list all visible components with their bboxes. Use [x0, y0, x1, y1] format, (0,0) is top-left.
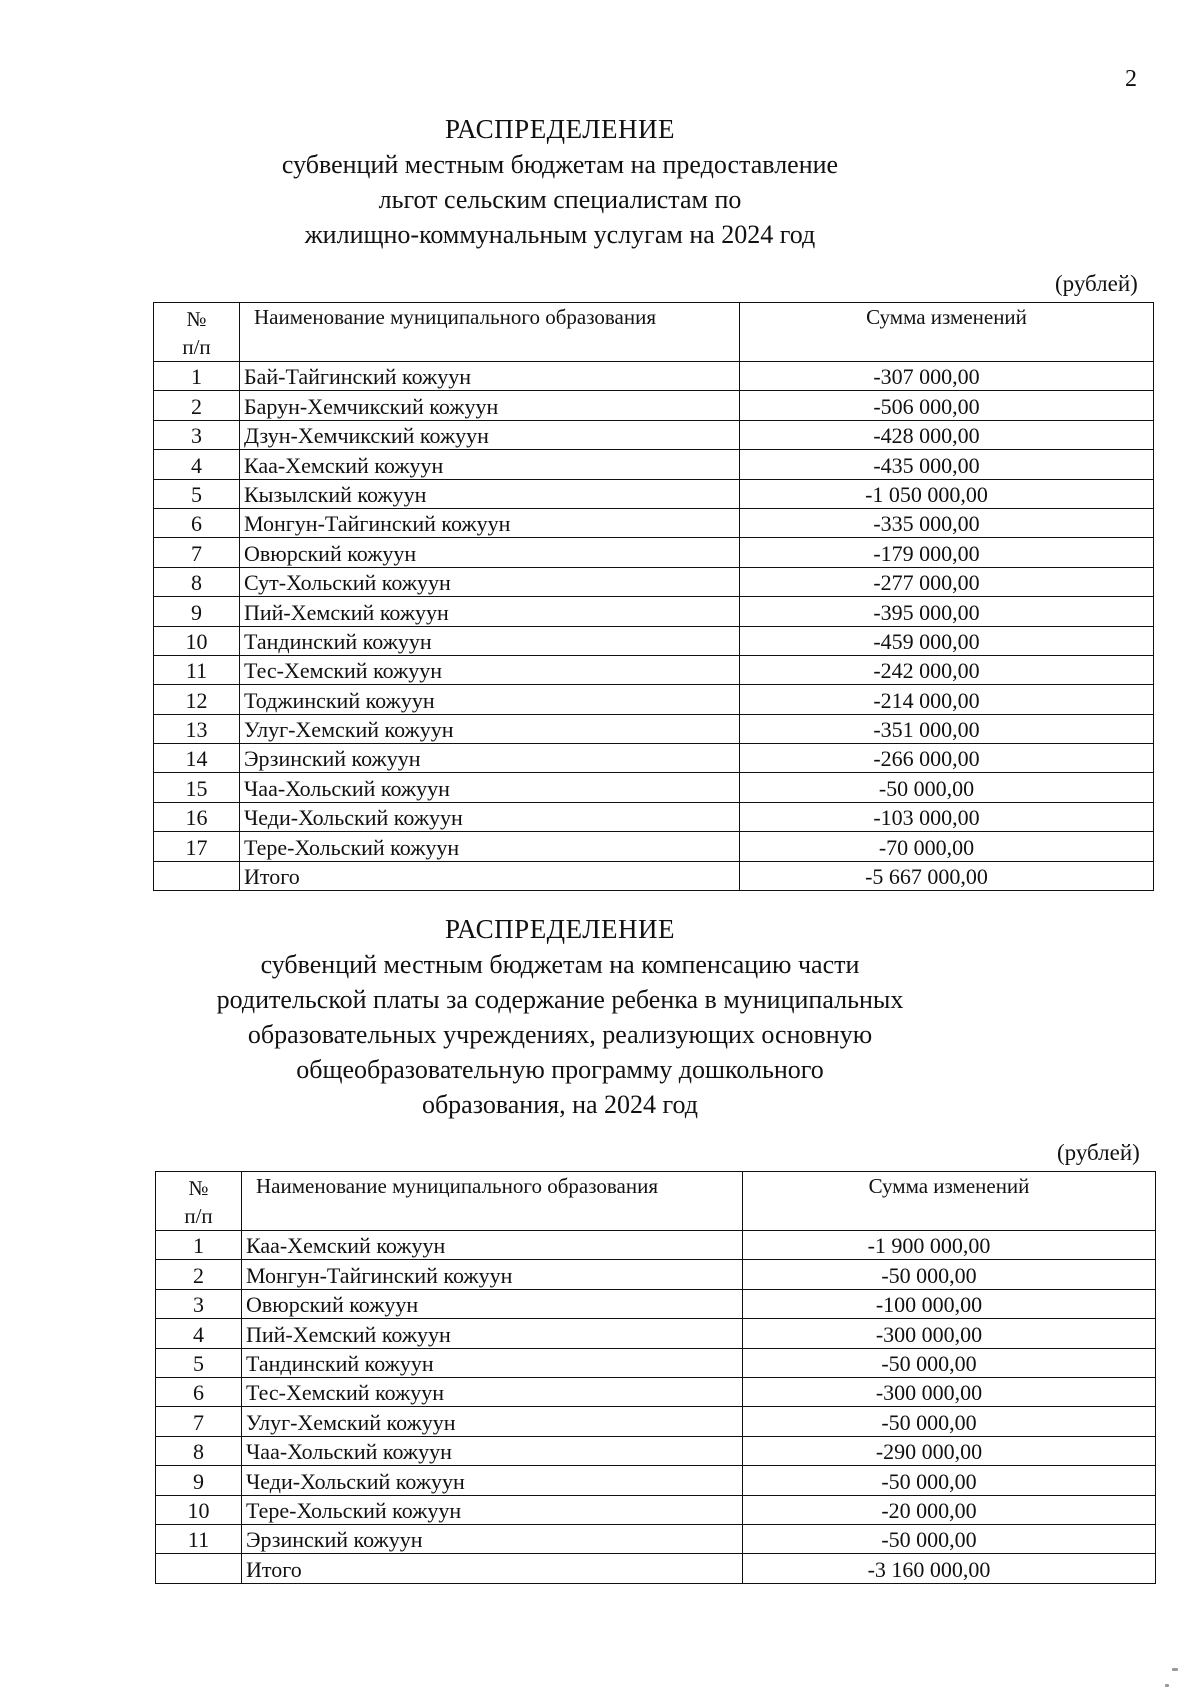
row-number-cell: 3: [156, 1289, 242, 1318]
row-number-cell: 5: [154, 479, 240, 508]
sum-cell: -1 900 000,00: [743, 1231, 1156, 1260]
section2-table-body: [156, 1231, 1156, 1584]
row-number-cell: 11: [156, 1524, 242, 1553]
row-number-cell: 9: [156, 1466, 242, 1495]
table-row: [154, 567, 1154, 596]
table-row: [154, 832, 1154, 861]
table-row: [154, 802, 1154, 831]
scan-speck: [1172, 1668, 1178, 1671]
section2-subtitle-line: образования, на 2024 год: [421, 1090, 699, 1119]
section1-table-body: [154, 362, 1154, 891]
section2-subtitle-line: общеобразовательную программу дошкольного: [296, 1055, 824, 1084]
municipality-name-cell: Монгун-Тайгинский кожуун: [242, 1260, 743, 1289]
municipality-name-cell: Монгун-Тайгинский кожуун: [240, 508, 740, 537]
table-row: [154, 420, 1154, 449]
num-column-header: № п/п: [154, 303, 240, 362]
table-row: [154, 362, 1154, 391]
section1-subtitle-line: льгот сельским специалистам по: [378, 185, 742, 214]
table-row: [154, 538, 1154, 567]
municipality-name-cell: Пий-Хемский кожуун: [242, 1319, 743, 1348]
municipality-name-cell: Барун-Хемчикский кожуун: [240, 391, 740, 420]
municipality-name-cell: Кызылский кожуун: [240, 479, 740, 508]
sum-cell: -50 000,00: [743, 1348, 1156, 1377]
section2-title: [200, 912, 920, 1122]
row-number-cell: 5: [156, 1348, 242, 1377]
section2-subtitle-line: образовательных учреждениях, реализующих основную: [247, 1020, 873, 1049]
name-column-header: Наименование муниципального образования: [242, 1172, 743, 1231]
sum-cell: -435 000,00: [740, 450, 1154, 479]
name-column-header: Наименование муниципального образования: [240, 303, 740, 362]
municipality-name-cell: Тандинский кожуун: [240, 626, 740, 655]
table-row: [154, 773, 1154, 802]
municipality-name-cell: Тере-Хольский кожуун: [242, 1495, 743, 1524]
section1-subtitle-line: субвенций местным бюджетам на предоставление: [281, 150, 839, 179]
sum-cell: -277 000,00: [740, 567, 1154, 596]
municipality-name-cell: Тере-Хольский кожуун: [240, 832, 740, 861]
table-row: [154, 626, 1154, 655]
sum-cell: -179 000,00: [740, 538, 1154, 567]
table-header-row: [154, 303, 1154, 362]
table-row: [156, 1524, 1156, 1553]
row-number-cell: 4: [154, 450, 240, 479]
section2-table: [155, 1171, 1156, 1584]
sum-cell: -351 000,00: [740, 714, 1154, 743]
sum-cell: -50 000,00: [743, 1524, 1156, 1553]
sum-cell: -50 000,00: [743, 1466, 1156, 1495]
sum-cell: -459 000,00: [740, 626, 1154, 655]
municipality-name-cell: Сут-Хольский кожуун: [240, 567, 740, 596]
municipality-name-cell: Чаа-Хольский кожуун: [242, 1436, 743, 1465]
section2-unit: (рублей): [1057, 1140, 1140, 1165]
row-number-cell: 7: [156, 1407, 242, 1436]
table-total-row: [154, 861, 1154, 890]
table-row: [154, 714, 1154, 743]
table-row: [156, 1289, 1156, 1318]
sum-cell: -100 000,00: [743, 1289, 1156, 1318]
row-number-cell: 14: [154, 744, 240, 773]
sum-cell: -428 000,00: [740, 420, 1154, 449]
page-number: 2: [1125, 66, 1137, 92]
table-row: [156, 1348, 1156, 1377]
sum-cell: -395 000,00: [740, 597, 1154, 626]
num-column-header: № п/п: [156, 1172, 242, 1231]
row-number-cell: 8: [154, 567, 240, 596]
table-row: [154, 655, 1154, 684]
row-number-cell: 15: [154, 773, 240, 802]
table-row: [154, 479, 1154, 508]
row-number-cell: 6: [154, 508, 240, 537]
municipality-name-cell: Итого: [240, 861, 740, 890]
sum-cell: -300 000,00: [743, 1319, 1156, 1348]
municipality-name-cell: Эрзинский кожуун: [242, 1524, 743, 1553]
municipality-name-cell: Овюрский кожуун: [242, 1289, 743, 1318]
table-total-row: [156, 1554, 1156, 1583]
sum-column-header: Сумма изменений: [740, 303, 1154, 362]
sum-cell: -266 000,00: [740, 744, 1154, 773]
row-number-cell: 1: [154, 362, 240, 391]
sum-cell: -50 000,00: [740, 773, 1154, 802]
table-row: [156, 1407, 1156, 1436]
row-number-cell: 13: [154, 714, 240, 743]
table-row: [156, 1377, 1156, 1406]
row-number-cell: 8: [156, 1436, 242, 1465]
row-number-cell: 16: [154, 802, 240, 831]
section1-unit: (рублей): [1055, 271, 1138, 296]
municipality-name-cell: Бай-Тайгинский кожуун: [240, 362, 740, 391]
sum-cell: -3 160 000,00: [743, 1554, 1156, 1583]
sum-cell: -307 000,00: [740, 362, 1154, 391]
municipality-name-cell: Чеди-Хольский кожуун: [242, 1466, 743, 1495]
sum-cell: -300 000,00: [743, 1377, 1156, 1406]
sum-cell: -1 050 000,00: [740, 479, 1154, 508]
municipality-name-cell: Овюрский кожуун: [240, 538, 740, 567]
section2-heading: РАСПРЕДЕЛЕНИЕ: [444, 914, 676, 944]
row-number-cell: 12: [154, 685, 240, 714]
row-number-cell: 7: [154, 538, 240, 567]
row-number-cell: 17: [154, 832, 240, 861]
municipality-name-cell: Тес-Хемский кожуун: [240, 655, 740, 684]
sum-cell: -214 000,00: [740, 685, 1154, 714]
municipality-name-cell: Каа-Хемский кожуун: [242, 1231, 743, 1260]
sum-cell: -5 667 000,00: [740, 861, 1154, 890]
table-row: [154, 597, 1154, 626]
row-number-cell: 3: [154, 420, 240, 449]
municipality-name-cell: Чаа-Хольский кожуун: [240, 773, 740, 802]
table-row: [156, 1319, 1156, 1348]
municipality-name-cell: Тандинский кожуун: [242, 1348, 743, 1377]
section1-subtitle-line: жилищно-коммунальным услугам на 2024 год: [304, 220, 816, 249]
table-header-row: [156, 1172, 1156, 1231]
municipality-name-cell: Улуг-Хемский кожуун: [240, 714, 740, 743]
municipality-name-cell: Каа-Хемский кожуун: [240, 450, 740, 479]
sum-cell: -50 000,00: [743, 1260, 1156, 1289]
table-row: [156, 1436, 1156, 1465]
sum-cell: -50 000,00: [743, 1407, 1156, 1436]
municipality-name-cell: Тес-Хемский кожуун: [242, 1377, 743, 1406]
row-number-cell: [154, 861, 240, 890]
sum-cell: -20 000,00: [743, 1495, 1156, 1524]
row-number-cell: 1: [156, 1231, 242, 1260]
municipality-name-cell: Дзун-Хемчикский кожуун: [240, 420, 740, 449]
municipality-name-cell: Пий-Хемский кожуун: [240, 597, 740, 626]
row-number-cell: 11: [154, 655, 240, 684]
sum-cell: -506 000,00: [740, 391, 1154, 420]
row-number-cell: 4: [156, 1319, 242, 1348]
section1-table: [153, 302, 1154, 891]
row-number-cell: 9: [154, 597, 240, 626]
table-row: [154, 450, 1154, 479]
sum-cell: -290 000,00: [743, 1436, 1156, 1465]
row-number-cell: 10: [154, 626, 240, 655]
municipality-name-cell: Улуг-Хемский кожуун: [242, 1407, 743, 1436]
section1-heading: РАСПРЕДЕЛЕНИЕ: [444, 114, 676, 144]
sum-cell: -335 000,00: [740, 508, 1154, 537]
municipality-name-cell: Итого: [242, 1554, 743, 1583]
sum-column-header: Сумма изменений: [743, 1172, 1156, 1231]
section1-title: [200, 112, 920, 252]
row-number-cell: 6: [156, 1377, 242, 1406]
municipality-name-cell: Тоджинский кожуун: [240, 685, 740, 714]
table-row: [154, 744, 1154, 773]
section2-subtitle-line: родительской платы за содержание ребенка в муниципальных: [216, 985, 904, 1014]
table-row: [156, 1231, 1156, 1260]
municipality-name-cell: Эрзинский кожуун: [240, 744, 740, 773]
table-row: [154, 508, 1154, 537]
row-number-cell: 2: [156, 1260, 242, 1289]
sum-cell: -70 000,00: [740, 832, 1154, 861]
sum-cell: -103 000,00: [740, 802, 1154, 831]
row-number-cell: 10: [156, 1495, 242, 1524]
table-row: [156, 1495, 1156, 1524]
municipality-name-cell: Чеди-Хольский кожуун: [240, 802, 740, 831]
scan-speck: [1165, 1684, 1169, 1687]
table-row: [154, 391, 1154, 420]
sum-cell: -242 000,00: [740, 655, 1154, 684]
table-row: [154, 685, 1154, 714]
section2-subtitle-line: субвенций местным бюджетам на компенсацию части: [260, 950, 860, 979]
row-number-cell: 2: [154, 391, 240, 420]
row-number-cell: [156, 1554, 242, 1583]
table-row: [156, 1466, 1156, 1495]
table-row: [156, 1260, 1156, 1289]
